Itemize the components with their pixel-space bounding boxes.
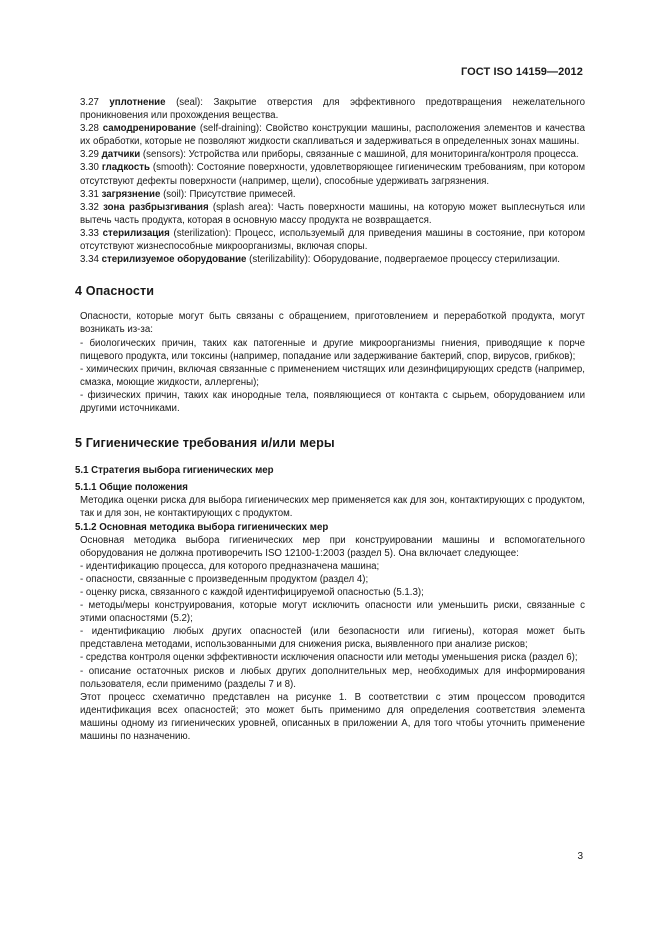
definition-number: 3.34 [80, 254, 99, 266]
definition-number: 3.30 [80, 162, 99, 174]
definition-number: 3.27 [80, 97, 99, 108]
definition-number: 3.29 [80, 149, 99, 161]
definition-item [75, 253, 585, 266]
definition-item [75, 96, 585, 122]
subsection-5-1-heading: 5.1 Стратегия выбора гигиенических мер [75, 465, 274, 477]
section-5-heading: 5 Гигиенические требования и/или меры [75, 436, 335, 451]
hazard-list-item: - биологических причин, таких как патогенные и другие микроорганизмы гниения, приводящие к порче пищевого продукта, или токсины (например, попадание или задерживание бактерий, спор, вирусов, грибков); [80, 337, 585, 362]
page-number: 3 [577, 851, 583, 862]
definition-item [75, 201, 585, 227]
definition-text: (self-draining): Свойство конструкции машины, расположения элементов и качества их обработки, которые не позволяют жидкости скапливаться и задерживаться в определенных зонах машины. [80, 123, 585, 148]
section-4-heading: 4 Опасности [75, 284, 155, 299]
definition-text: (seal): Закрытие отверстия для эффективного предотвращения нежелательного проникновения или прохождения вещества. [80, 97, 585, 122]
subsection-5-1-2-heading: 5.1.2 Основная методика выбора гигиенических мер [75, 521, 329, 533]
definition-term: гладкость [101, 162, 150, 174]
method-list-item: - опасности, связанные с произведенным продуктом (раздел 4); [80, 573, 369, 585]
hazard-list-item: - физических причин, таких как инородные тела, появляющиеся от контакта с сырьем, оборудованием или другими источниками. [80, 389, 585, 414]
definition-item [75, 122, 585, 148]
subsection-5-1-1-text: Методика оценки риска для выбора гигиенических мер применяется как для зон, контактирующих с продуктом, так и для зон, не контактирующих с продуктом. [80, 495, 585, 520]
hazard-list-item: - химических причин, включая связанные с применением чистящих или дезинфицирующих средств (например, смазка, моющие жидкости, аллергены); [80, 363, 585, 388]
definition-text: (smooth): Состояние поверхности, удовлетворяющее гигиеническим требованиям, при котором отсутствуют дефекты поверхности (например, щели), способные удерживать загрязнения. [80, 162, 585, 187]
definitions-list [75, 96, 585, 266]
definition-text: (sterilizability): Оборудование, подвергаемое процессу стерилизации. [246, 254, 560, 266]
section-5-closing: Этот процесс схематично представлен на рисунке 1. В соответствии с этим процессом проводится идентификация всех опасностей; это может быть применимо для определения соответствия элемента машины одному из гигиенических уровней, описанных в приложении А, для того чтобы уточнить применение машины по назначению. [80, 691, 585, 743]
definition-item [75, 227, 585, 253]
document-header: ГОСТ ISO 14159—2012 [460, 66, 583, 78]
subsection-5-1-1-heading: 5.1.1 Общие положения [75, 482, 188, 494]
definition-term: стерилизуемое оборудование [101, 254, 247, 266]
section-5-items [75, 560, 585, 691]
definition-term: уплотнение [109, 97, 166, 108]
definition-text: (sensors): Устройства или приборы, связанные с машиной, для мониторинга/контроля процесса. [140, 149, 579, 161]
method-list-item: - методы/меры конструирования, которые могут исключить опасности или уменьшить риски, связанные с этими опасностями (5.2); [80, 600, 585, 625]
definition-term: стерилизация [102, 227, 170, 239]
definition-number: 3.32 [80, 201, 99, 213]
definition-number: 3.33 [80, 227, 99, 239]
method-list-item: - средства контроля оценки эффективности исключения опасности или методы уменьшения риска (раздел 6); [80, 652, 578, 664]
definition-term: датчики [101, 149, 141, 161]
definition-text: (splash area): Часть поверхности машины, на которую может выплеснуться или вытечь часть продукта, которая в основную массу продукта не возвращается. [80, 201, 585, 226]
definition-item [75, 188, 585, 201]
definition-item [75, 161, 585, 187]
method-list-item: - описание остаточных рисков и любых других дополнительных мер, необходимых для информирования пользователя, если применимо (разделы 7 и 8). [80, 665, 585, 690]
definition-term: загрязнение [101, 188, 161, 200]
definition-number: 3.31 [80, 188, 99, 200]
definition-item [75, 148, 585, 161]
method-list-item: - идентификацию процесса, для которого предназначена машина; [80, 560, 380, 572]
subsection-5-1-2-text: Основная методика выбора гигиенических мер при конструировании машины и вспомогательного оборудования не должна противоречить ISO 12100-1:2003 (раздел 5). Она включает следующее: [80, 534, 585, 559]
method-list-item: - идентификацию любых других опасностей (или безопасности или гигиены), которая может быть представлена методами, использованными для снижения риска, выявленного при анализе рисков; [80, 626, 585, 651]
method-list-item: - оценку риска, связанного с каждой идентифицируемой опасностью (5.1.3); [80, 587, 424, 598]
page-content [75, 96, 585, 743]
section-4-items [75, 337, 585, 416]
section-4-intro: Опасности, которые могут быть связаны с обращением, приготовлением и переработкой продукта, могут возникать из-за: [80, 311, 585, 336]
definition-number: 3.28 [80, 123, 99, 135]
definition-term: зона разбрызгивания [103, 201, 209, 213]
definition-term: самодренирование [102, 123, 196, 135]
definition-text: (sterilization): Процесс, используемый для приведения машины в состояние, при котором отсутствуют жизнеспособные микроорганизмы, включая споры. [80, 227, 585, 253]
definition-text: (soil): Присутствие примесей. [160, 188, 296, 200]
